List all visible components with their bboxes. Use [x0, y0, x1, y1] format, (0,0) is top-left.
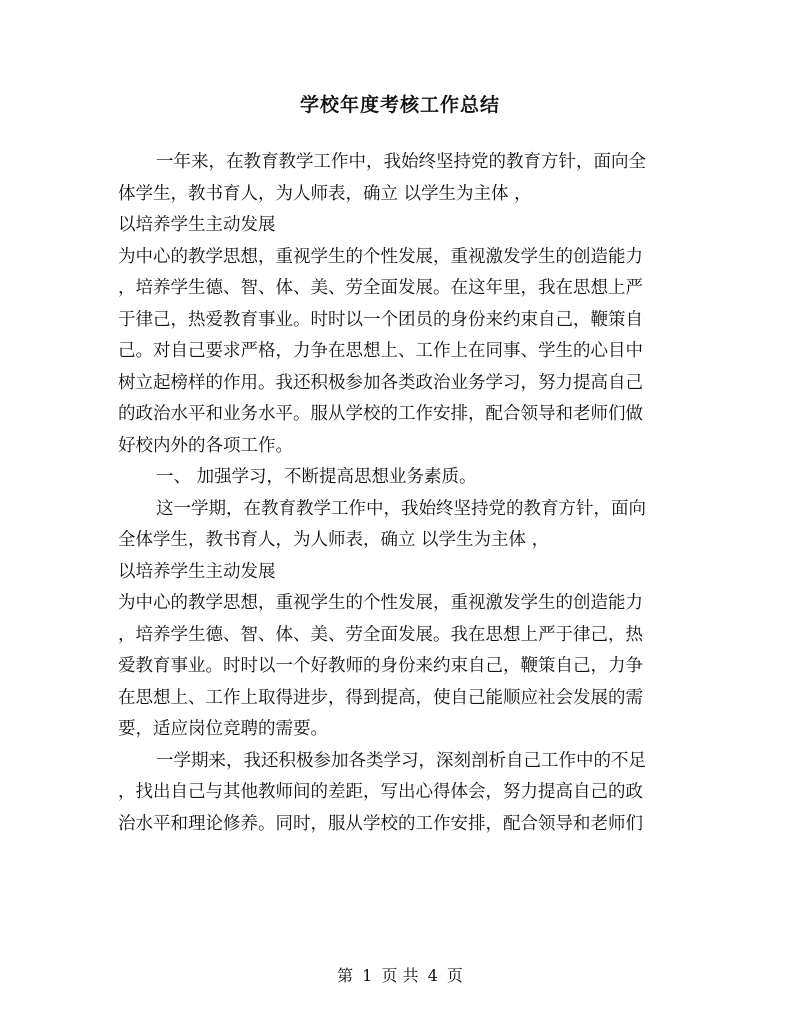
page-label-mid: 页 共 — [381, 966, 419, 985]
body-line: 以培养学生主动发展 — [118, 215, 276, 235]
body-line: ，培养学生德、智、体、美、劳全面发展。我在思想上严于律己，热 — [118, 624, 643, 645]
body-line: 在思想上、工作上取得进步，得到提高，使自己能顺应社会发展的需 — [118, 687, 643, 708]
body-line: 要，适应岗位竞聘的需要。 — [118, 719, 328, 739]
body-line: 树立起榜样的作用。我还积极参加各类政治业务学习，努力提高自己 — [118, 372, 643, 393]
body-line: 一学期来，我还积极参加各类学习，深刻剖析自己工作中的不足 — [156, 750, 646, 771]
body-line: 一年来，在教育教学工作中，我始终坚持党的教育方针，面向全 — [156, 152, 646, 172]
body-line: ，培养学生德、智、体、美、劳全面发展。在这年里，我在思想上严 — [118, 278, 643, 298]
body-line: 爱教育事业。时时以一个好教师的身份来约束自己，鞭策自己，力争 — [118, 656, 643, 676]
body-line: 治水平和理论修养。同时，服从学校的工作安排，配合领导和老师们 — [118, 813, 643, 834]
document-title: 学校年度考核工作总结 — [299, 94, 500, 116]
body-line: ，找出自己与其他教师间的差距，写出心得体会，努力提高自己的政 — [118, 782, 643, 802]
body-line: 于律己，热爱教育事业。时时以一个团员的身份来约束自己，鞭策自 — [118, 309, 643, 330]
body-line: 这一学期，在教育教学工作中，我始终坚持党的教育方针，面向 — [156, 498, 646, 519]
body-line: 为中心的教学思想，重视学生的个性发展，重视激发学生的创造能力 — [118, 593, 643, 613]
section-heading: 一、 加强学习，不断提高思想业务素质。 — [156, 467, 477, 487]
body-line: 全体学生，教书育人，为人师表，确立 以学生为主体 ， — [118, 530, 550, 550]
page-label-suffix: 页 — [446, 966, 463, 985]
page-number-footer — [0, 966, 800, 986]
current-page-number: 1 — [362, 966, 373, 985]
page-label-prefix: 第 — [337, 966, 354, 985]
total-page-number: 4 — [427, 966, 438, 985]
body-line: 体学生，教书育人，为人师表，确立 以学生为主体 ， — [118, 183, 532, 204]
document-body — [118, 147, 688, 840]
body-line: 的政治水平和业务水平。服从学校的工作安排，配合领导和老师们做 — [118, 404, 643, 424]
body-line: 以培养学生主动发展 — [118, 561, 276, 582]
body-line: 己。对自己要求严格，力争在思想上、工作上在同事、学生的心目中 — [118, 341, 643, 361]
body-line: 好校内外的各项工作。 — [118, 435, 293, 456]
body-line: 为中心的教学思想，重视学生的个性发展，重视激发学生的创造能力 — [118, 246, 643, 267]
